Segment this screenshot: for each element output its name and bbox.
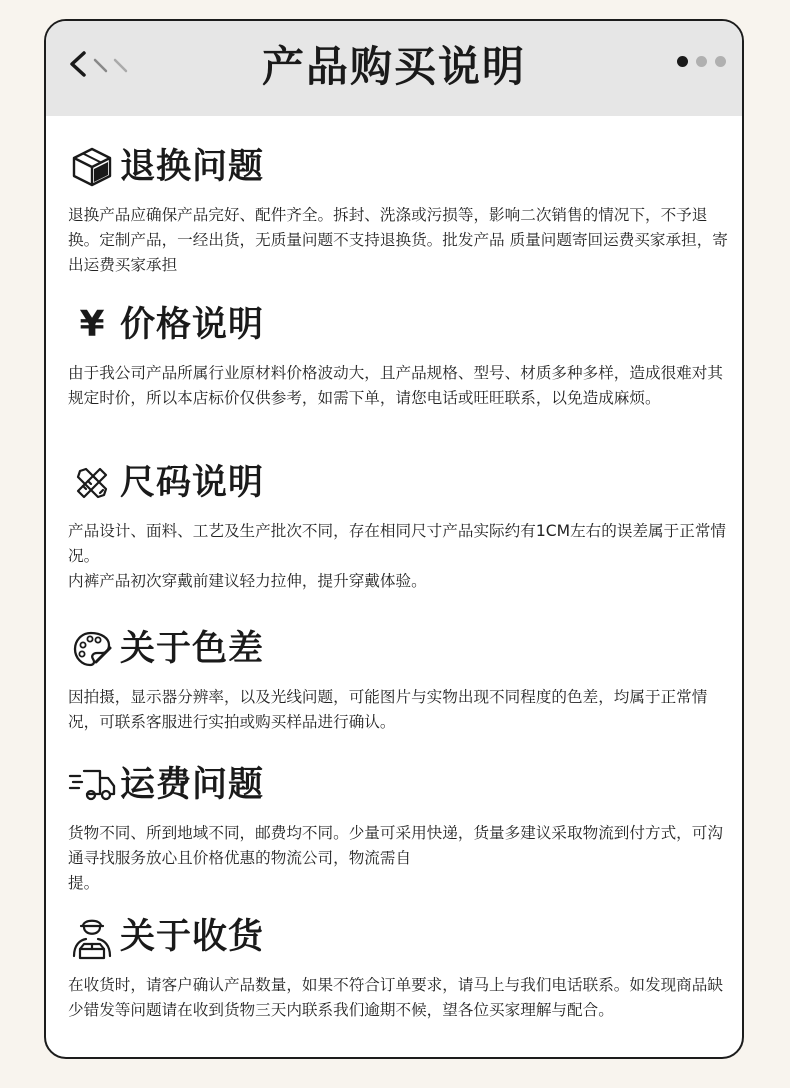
yen-icon [68, 301, 116, 349]
dot-inactive-icon [696, 56, 707, 67]
section-text: 内裤产品初次穿戴前建议轻力拉伸，提升穿戴体验。 [68, 572, 427, 590]
section-shipping [68, 757, 728, 896]
section-text: 因拍摄，显示器分辨率，以及光线问题，可能图片与实物出现不同程度的色差，均属于正常情况，可联系客服进行实拍或购买样品进行确认。 [68, 688, 708, 731]
section-title: 退换问题 [120, 147, 265, 187]
section-title: 尺码说明 [120, 463, 265, 503]
section-title: 运费问题 [120, 765, 265, 805]
section-body [68, 685, 728, 735]
section-text: 货物不同、所到地域不同，邮费均不同。少量可采用快递，货量多建议采取物流到付方式，可沟通寻找服务放心且价格优惠的物流公司，物流需自 [68, 824, 723, 867]
section-text: 提。 [68, 874, 100, 892]
section-title: 关于色差 [120, 629, 265, 669]
section-body [68, 821, 728, 896]
section-text: 由于我公司产品所属行业原材料价格波动大，且产品规格、型号、材质多种多样，造成很难对其规定时价，所以本店标价仅供参考，如需下单，请您电话或旺旺联系，以免造成麻烦。 [68, 364, 723, 407]
section-receipt [68, 909, 728, 1023]
section-title: 价格说明 [120, 305, 265, 345]
section-price [68, 297, 728, 411]
section-size [68, 455, 728, 594]
dot-inactive-icon [715, 56, 726, 67]
yen-glyph: ¥ [79, 304, 105, 345]
dot-active-icon [677, 56, 688, 67]
box-icon [68, 143, 116, 191]
section-body [68, 973, 728, 1023]
section-body [68, 203, 728, 278]
section-text: 退换产品应确保产品完好、配件齐全。拆封、洗涤或污损等，影响二次销售的情况下，不予退换。定制产品，一经出货，无质量问题不支持退换货。批发产品 质量问题寄回运费买家承担，寄出运费买家承担 [68, 206, 728, 274]
section-text: 在收货时，请客户确认产品数量，如果不符合订单要求，请马上与我们电话联系。如发现商品缺少错发等问题请在收到货物三天内联系我们逾期不候，望各位买家理解与配合。 [68, 976, 723, 1019]
courier-icon [68, 913, 116, 961]
page-title: 产品购买说明 [261, 42, 526, 91]
section-returns [68, 139, 728, 278]
delivery-truck-icon [68, 761, 116, 809]
palette-icon [68, 625, 116, 673]
section-title: 关于收货 [120, 917, 265, 957]
header-bar [46, 21, 742, 116]
section-color [68, 621, 728, 735]
section-body [68, 519, 728, 594]
section-body [68, 361, 728, 411]
ruler-pencil-icon [68, 459, 116, 507]
phone-frame [44, 19, 744, 1059]
section-text: 产品设计、面料、工艺及生产批次不同，存在相同尺寸产品实际约有1CM左右的误差属于正常情况。 [68, 522, 727, 565]
more-menu-dots[interactable] [677, 56, 726, 67]
